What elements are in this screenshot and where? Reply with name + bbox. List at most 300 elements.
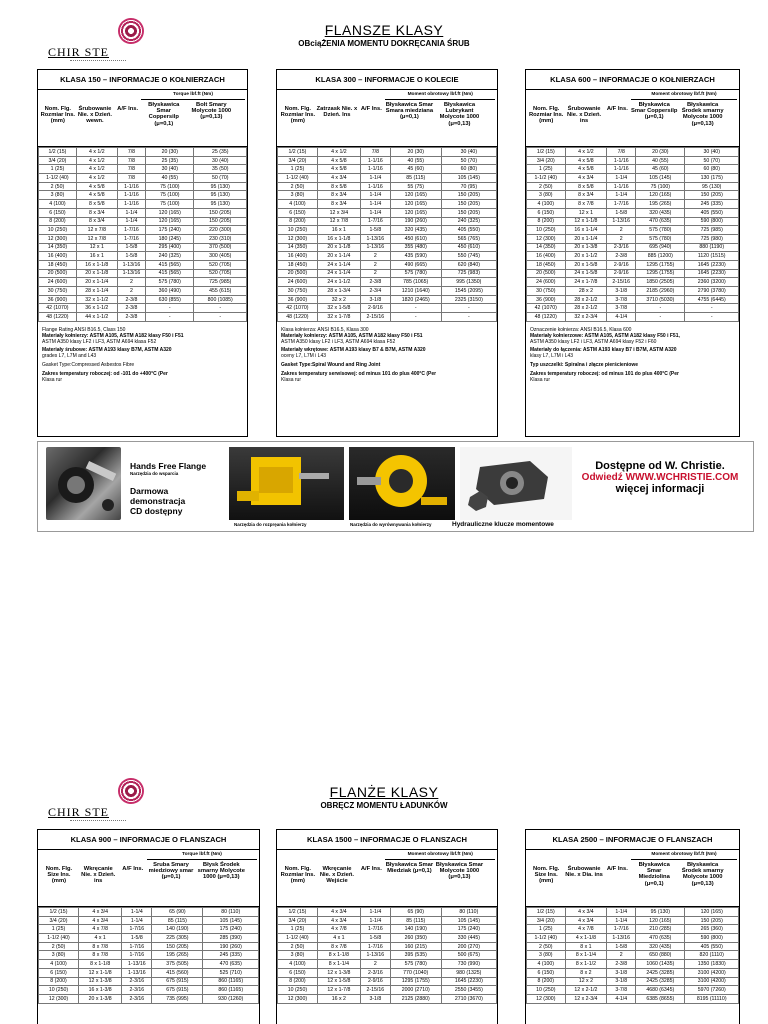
table-cell: 1-13/16 (117, 269, 145, 278)
table-cell: 4 x 3/4 (317, 916, 360, 925)
table-cell: 260 (350) (390, 934, 441, 943)
table-cell: 7/8 (117, 148, 145, 157)
table-cell: 32 x 1-1/2 (76, 295, 117, 304)
table-cell: 785 (1065) (390, 278, 441, 287)
table-cell: 2-3/16 (122, 986, 152, 995)
table-cell: 4 x 5/8 (76, 182, 117, 191)
table-cell: 1-1/16 (117, 200, 145, 209)
table-row (527, 148, 739, 157)
column-header: A/F Ins. (606, 106, 628, 112)
table-cell: 18 (450) (39, 260, 77, 269)
hff-title: Hands Free Flange (130, 461, 207, 471)
table-cell: 1 (25) (278, 925, 318, 934)
table-cell: 20 x 1-1/4 (317, 252, 360, 261)
table-cell: 24 x 1-5/8 (565, 269, 607, 278)
table-cell: 725 (983) (441, 269, 496, 278)
table-cell: 25 (35) (146, 156, 194, 165)
table-cell: 75 (100) (146, 191, 194, 200)
table-cell: 2 (360, 960, 390, 969)
table-cell: 320 (435) (390, 226, 441, 235)
torque-table (38, 147, 247, 322)
table-row (278, 252, 497, 261)
class-900-panel (37, 829, 260, 1024)
table-cell: 175 (240) (203, 925, 259, 934)
table-cell: 150 (205) (441, 191, 496, 200)
table-cell: 415 (565) (146, 260, 194, 269)
table-cell: 320 (435) (636, 208, 685, 217)
table-cell: 14 (350) (527, 243, 566, 252)
table-cell: 50 (70) (441, 156, 496, 165)
flange-tool-icon (46, 447, 121, 520)
table-cell: 44 x 1-1/2 (76, 313, 117, 322)
table-cell: 2 (50) (527, 182, 566, 191)
table-cell: 725 (985) (194, 278, 247, 287)
torque-table (277, 147, 497, 322)
table-row (527, 208, 739, 217)
table-cell: 2-3/8 (607, 252, 636, 261)
table-cell: 415 (560) (152, 968, 203, 977)
demo-label: Darmowa demonstracja (130, 486, 186, 506)
table-cell: 20 x 1-3/8 (79, 994, 122, 1003)
page-title: FLANSZE KLASY (324, 22, 444, 38)
table-cell: 1-1/4 (607, 174, 636, 183)
table-header (38, 90, 247, 147)
table-cell: 1-1/2 (40) (527, 174, 566, 183)
table-cell: 12 x 2-3/4 (565, 994, 607, 1003)
table-row (39, 994, 259, 1003)
table-cell: 1295 (1755) (636, 269, 685, 278)
hydraulic-wrench-icon (460, 447, 572, 520)
table-cell: 28 x 2 (565, 287, 607, 296)
table-row (527, 156, 739, 165)
table-cell: 1-1/4 (607, 916, 636, 925)
table-row (527, 960, 739, 969)
table-cell: 12 (300) (39, 994, 79, 1003)
table-row (278, 269, 497, 278)
column-header: Wkręcanie Nie. x Dzień. Wejście (319, 866, 355, 885)
table-cell: 2 (50) (39, 942, 79, 951)
table-cell: 695 (940) (636, 243, 685, 252)
table-row (278, 916, 497, 925)
alignment-tool-icon (349, 447, 455, 520)
table-cell: 575 (780) (146, 278, 194, 287)
table-cell: 355 (480) (390, 243, 441, 252)
table-cell: 5970 (7260) (685, 986, 739, 995)
table-row (39, 968, 259, 977)
table-row (39, 174, 247, 183)
table-cell: - (441, 313, 496, 322)
table-cell: 860 (1165) (203, 977, 259, 986)
table-cell: 4 x 3/4 (565, 916, 607, 925)
table-cell: 500 (675) (441, 951, 496, 960)
table-row (39, 226, 247, 235)
table-cell: 3 (80) (278, 951, 318, 960)
table-cell: 8 x 1-1/8 (317, 951, 360, 960)
table-cell: 95 (130) (194, 191, 247, 200)
table-cell: 30 (750) (278, 287, 318, 296)
table-cell: 2790 (3780) (685, 287, 739, 296)
table-row (278, 994, 497, 1003)
panel-title: KLASA 1500 – INFORMACJE O FLANSZACH (277, 830, 497, 850)
table-cell: 370 (500) (194, 243, 247, 252)
table-header (277, 850, 497, 907)
table-cell: 1-7/16 (122, 942, 152, 951)
note-line: Flange Rating ANSI B16.5, Class 150 (42, 326, 126, 333)
table-row (39, 304, 247, 313)
table-cell: 1-1/4 (122, 908, 152, 917)
table-cell: 455 (615) (194, 287, 247, 296)
table-cell: - (146, 313, 194, 322)
column-header: A/F Ins. (117, 106, 139, 112)
table-cell: 4 x 1 (79, 934, 122, 943)
table-cell: 3 (80) (527, 191, 566, 200)
table-cell: 565 (765) (441, 234, 496, 243)
table-cell: 2000 (2710) (390, 986, 441, 995)
table-row (278, 200, 497, 209)
note-line: Materiały do łączenia: ASTM A193 klasy B7 i B7M, ASTM A320 (530, 347, 677, 354)
table-cell: 1120 (1515) (685, 252, 739, 261)
table-cell: 10 (250) (39, 986, 79, 995)
table-cell: 1210 (1640) (390, 287, 441, 296)
table-cell: 80 (110) (441, 908, 496, 917)
table-row (278, 951, 497, 960)
table-cell: 8 x 7/8 (317, 942, 360, 951)
table-cell: 120 (165) (390, 200, 441, 209)
torque-units-label: Torque lbf.ft (Nm) (141, 92, 245, 100)
table-header (277, 90, 497, 147)
table-cell: 16 (400) (527, 252, 566, 261)
table-header (38, 850, 259, 907)
column-header: Błyskawica Smar Coppersilp (μ=0,1) (631, 102, 678, 121)
table-cell: 30 (750) (39, 287, 77, 296)
table-cell: 675 (915) (152, 986, 203, 995)
table-cell: 3 (80) (527, 951, 566, 960)
table-cell: 8 (200) (278, 217, 318, 226)
column-header: Błyskawica Środek smarny Molycote 1000 (μ=0,13) (681, 102, 724, 127)
table-cell: 4 x 1 (317, 934, 360, 943)
table-cell: 2-15/16 (360, 313, 390, 322)
table-cell: 590 (800) (685, 934, 739, 943)
table-cell: 1545 (2095) (441, 287, 496, 296)
hand-free-flange-photo (46, 447, 121, 520)
table-row (278, 304, 497, 313)
table-cell: 12 x 1-5/8 (317, 977, 360, 986)
table-cell: 16 (400) (278, 252, 318, 261)
table-cell: 28 x 1-1/4 (76, 287, 117, 296)
table-row (39, 165, 247, 174)
table-cell: 650 (880) (636, 951, 685, 960)
table-row (278, 191, 497, 200)
table-cell: 45 (60) (390, 165, 441, 174)
table-cell: 95 (130) (685, 182, 739, 191)
table-row (527, 174, 739, 183)
table-cell: 1-1/4 (360, 916, 390, 925)
table-row (278, 313, 497, 322)
table-row (278, 968, 497, 977)
table-cell: 1-1/2 (40) (39, 934, 79, 943)
table-cell: 3-1/8 (607, 968, 636, 977)
table-cell: 1850 (2505) (636, 278, 685, 287)
table-cell: 150 (205) (441, 208, 496, 217)
table-cell: 12 x 1 (76, 243, 117, 252)
table-cell: 36 (900) (278, 295, 318, 304)
table-cell: 1-1/16 (117, 182, 145, 191)
table-row (527, 278, 739, 287)
table-cell: 4-1/4 (607, 994, 636, 1003)
table-cell: 40 (55) (636, 156, 685, 165)
table-cell: 1-7/16 (360, 925, 390, 934)
table-cell: 12 x 7/8 (76, 234, 117, 243)
table-row (278, 208, 497, 217)
table-row (278, 156, 497, 165)
table-cell: 8 (200) (278, 977, 318, 986)
column-header: Błyskawica Smar Coppersilp (μ=0,1) (148, 102, 180, 127)
table-cell: 150 (205) (441, 200, 496, 209)
column-header: Bolt Smary Molycote 1000 (μ=0,13) (191, 102, 232, 121)
table-cell: 1295 (1755) (390, 977, 441, 986)
hff-text (130, 461, 225, 516)
column-header: Śrubowanie Nie. x Dia. ins (565, 866, 603, 879)
table-cell: 405 (550) (685, 942, 739, 951)
column-header: A/F Ins. (122, 866, 144, 872)
table-cell: 16 x 1-3/8 (79, 986, 122, 995)
table-cell: 85 (115) (390, 916, 441, 925)
column-header: Błyskawica Smar Miedziak (μ=0,1) (385, 862, 434, 875)
torque-table (526, 147, 739, 322)
table-row (527, 968, 739, 977)
table-cell: 12 x 2 (565, 977, 607, 986)
page-header (0, 22, 768, 48)
table-cell: 4 x 7/8 (565, 925, 607, 934)
table-cell: 24 x 1-1/4 (317, 269, 360, 278)
table-cell: 575 (780) (636, 234, 685, 243)
table-cell: 4 x 3/4 (317, 908, 360, 917)
table-cell: 30 (40) (194, 156, 247, 165)
column-header: Błyskawica Lubrykant Molycote 1000 (μ=0,13) (439, 102, 480, 127)
table-cell: 6 (150) (39, 968, 79, 977)
brand-name: CHIR STE (48, 45, 110, 59)
table-cell: 8 (200) (527, 977, 566, 986)
table-cell: 150 (205) (194, 217, 247, 226)
table-cell: 8 x 3/4 (76, 217, 117, 226)
table-cell: 2-9/16 (360, 977, 390, 986)
table-cell: 95 (130) (636, 908, 685, 917)
table-row (527, 908, 739, 917)
table-cell: 120 (165) (636, 916, 685, 925)
table-cell: 240 (325) (441, 217, 496, 226)
table-cell: - (685, 304, 739, 313)
table-row (527, 925, 739, 934)
panel-title: KLASA 900 – INFORMACJE O FLANSZACH (38, 830, 259, 850)
table-cell: 1-13/16 (122, 968, 152, 977)
table-row (527, 951, 739, 960)
table-cell: 2550 (3455) (441, 986, 496, 995)
table-cell: 1-1/4 (117, 217, 145, 226)
table-row (527, 942, 739, 951)
panel-title: KLASA 2500 – INFORMACJE O FLANSZACH (526, 830, 739, 850)
table-cell: 2125 (2880) (390, 994, 441, 1003)
table-cell: 1-1/4 (117, 208, 145, 217)
table-row (39, 234, 247, 243)
table-cell: 435 (590) (390, 252, 441, 261)
torque-table (38, 907, 259, 1004)
table-cell: 40 (55) (390, 156, 441, 165)
note-line: oceny L7, L7M i L43 (281, 353, 327, 360)
table-cell: 8 x 1-1/4 (565, 951, 607, 960)
table-cell: 725 (985) (685, 226, 739, 235)
table-row (527, 252, 739, 261)
table-row (527, 313, 739, 322)
table-cell: 330 (445) (441, 934, 496, 943)
table-cell: 2 (50) (527, 942, 566, 951)
table-cell: 3-1/8 (607, 287, 636, 296)
table-cell: 190 (260) (390, 217, 441, 226)
table-row (527, 243, 739, 252)
table-cell: 18 (450) (278, 260, 318, 269)
table-cell: 8 x 1 (565, 942, 607, 951)
table-cell: 1-1/16 (607, 156, 636, 165)
table-cell: 8195 (11110) (685, 994, 739, 1003)
table-cell: 3-7/8 (607, 986, 636, 995)
table-cell: 160 (215) (390, 942, 441, 951)
table-row (527, 986, 739, 995)
table-cell: 575 (780) (636, 226, 685, 235)
table-row (527, 200, 739, 209)
table-cell: - (194, 304, 247, 313)
table-cell: 520 (705) (194, 260, 247, 269)
table-row (39, 986, 259, 995)
table-cell: 95 (130) (194, 200, 247, 209)
table-cell: 1-13/16 (117, 260, 145, 269)
table-cell: 1-13/16 (360, 234, 390, 243)
table-cell: 4 (100) (278, 200, 318, 209)
class-600-panel (525, 69, 740, 437)
table-cell: 6385 (8655) (636, 994, 685, 1003)
table-row (39, 243, 247, 252)
table-cell: 725 (980) (685, 234, 739, 243)
table-cell: 980 (1325) (441, 968, 496, 977)
table-cell: 3 (80) (39, 951, 79, 960)
table-row (39, 951, 259, 960)
table-cell: 4680 (6345) (636, 986, 685, 995)
website-link[interactable]: Odwiedź WWW.WCHRISTIE.COM (581, 472, 739, 483)
table-cell: 885 (1200) (636, 252, 685, 261)
table-cell: - (146, 304, 194, 313)
table-cell: 1-1/16 (360, 182, 390, 191)
wrench-caption: Hydrauliczne klucze momentowe (452, 521, 554, 528)
table-cell: 1-13/16 (607, 217, 636, 226)
table-cell: 450 (610) (441, 243, 496, 252)
panel-title: KLASA 150 – INFORMACJE O KOŁNIERZACH (38, 70, 247, 90)
table-cell: 50 (70) (685, 156, 739, 165)
table-cell: 2425 (3285) (636, 977, 685, 986)
table-cell: 8 (200) (39, 217, 77, 226)
table-row (278, 942, 497, 951)
table-cell: 65 (90) (390, 908, 441, 917)
class-150-panel (37, 69, 248, 437)
table-cell: 150 (205) (152, 942, 203, 951)
note-line: Materiały śrubowe: ASTM A193 klasy B7M, ASTM A320 (42, 347, 172, 354)
table-cell: 1-13/16 (360, 951, 390, 960)
table-cell: 1-1/4 (122, 916, 152, 925)
table-cell: 20 (500) (39, 269, 77, 278)
note-line: ASTM A350 klasy LF2 i LF3, ASTM A694 klasa F52 (281, 338, 396, 345)
table-cell: 42 (1070) (527, 304, 566, 313)
column-header: Nom. Flg. Rozmiar Ins. (mm) (280, 866, 316, 885)
table-cell: 120 (165) (685, 908, 739, 917)
table-row (278, 243, 497, 252)
column-header: Nom. Flg. Rozmiar Ins. (mm) (280, 106, 316, 125)
table-cell: 10 (250) (527, 226, 566, 235)
table-cell: 375 (505) (152, 960, 203, 969)
table-cell: 450 (610) (390, 234, 441, 243)
table-cell: 4 x 3/4 (79, 916, 122, 925)
table-cell: 1-5/8 (607, 942, 636, 951)
table-cell: 24 (600) (527, 278, 566, 287)
torque-units-label: Moment obrotowy lbf.ft (Nm) (631, 852, 737, 860)
table-cell: 415 (565) (146, 269, 194, 278)
column-header: Błyskawica Smar Miedziolina (μ=0,1) (638, 862, 670, 887)
table-cell: 8 x 3/4 (317, 191, 360, 200)
table-cell: 7/8 (117, 156, 145, 165)
brand-divider-2 (70, 820, 126, 821)
table-cell: 1-1/16 (607, 182, 636, 191)
table-row (39, 278, 247, 287)
column-header: Błyskawica Środek smarny Molycote 1000 (μ=0,13) (681, 862, 724, 887)
column-header: A/F Ins. (606, 866, 628, 872)
table-row (278, 148, 497, 157)
table-cell: 4 x 1/2 (76, 165, 117, 174)
table-cell: 1-7/16 (360, 217, 390, 226)
table-cell: 12 x 1-3/8 (317, 968, 360, 977)
brand-divider (70, 60, 126, 61)
table-cell: 6 (150) (39, 208, 77, 217)
table-cell: 2325 (3150) (441, 295, 496, 304)
table-cell: 20 x 1-1/8 (317, 243, 360, 252)
table-cell: 150 (205) (685, 916, 739, 925)
brand-name-2: CHIR STE (48, 805, 110, 819)
table-cell: 405 (550) (441, 226, 496, 235)
table-cell: 20 x 1-1/2 (565, 252, 607, 261)
column-header: Śrubowanie Nie. x Dzień. wewn. (77, 106, 113, 125)
table-cell: 1-1/4 (360, 200, 390, 209)
table-cell: 4 (100) (39, 960, 79, 969)
table-cell: 4 x 5/8 (317, 156, 360, 165)
table-cell: 1 (25) (527, 165, 566, 174)
table-cell: 575 (780) (390, 960, 441, 969)
table-cell: 2185 (2960) (636, 287, 685, 296)
table-cell: 1-7/16 (607, 200, 636, 209)
table-cell: 4 (100) (278, 960, 318, 969)
column-header: Błyskawica Smar Smara miedziana (μ=0,1) (385, 102, 434, 121)
table-cell: 2 (360, 269, 390, 278)
table-cell: 120 (165) (390, 208, 441, 217)
table-cell: 12 (300) (527, 994, 566, 1003)
table-row (278, 226, 497, 235)
table-row (39, 252, 247, 261)
table-cell: 1/2 (15) (39, 908, 79, 917)
table-cell: 1 (25) (278, 165, 318, 174)
table-cell: 6 (150) (278, 208, 318, 217)
table-cell: 24 x 1-1/4 (317, 260, 360, 269)
table-row (39, 156, 247, 165)
column-header: Nom. Flg. Rozmiar Ins. (mm) (40, 106, 76, 125)
hff-subtitle: Narzędzia do wsparcia (130, 471, 179, 476)
table-cell: 12 (300) (278, 234, 318, 243)
table-cell: 24 (600) (39, 278, 77, 287)
table-cell: 1 (25) (39, 925, 79, 934)
table-row (39, 934, 259, 943)
